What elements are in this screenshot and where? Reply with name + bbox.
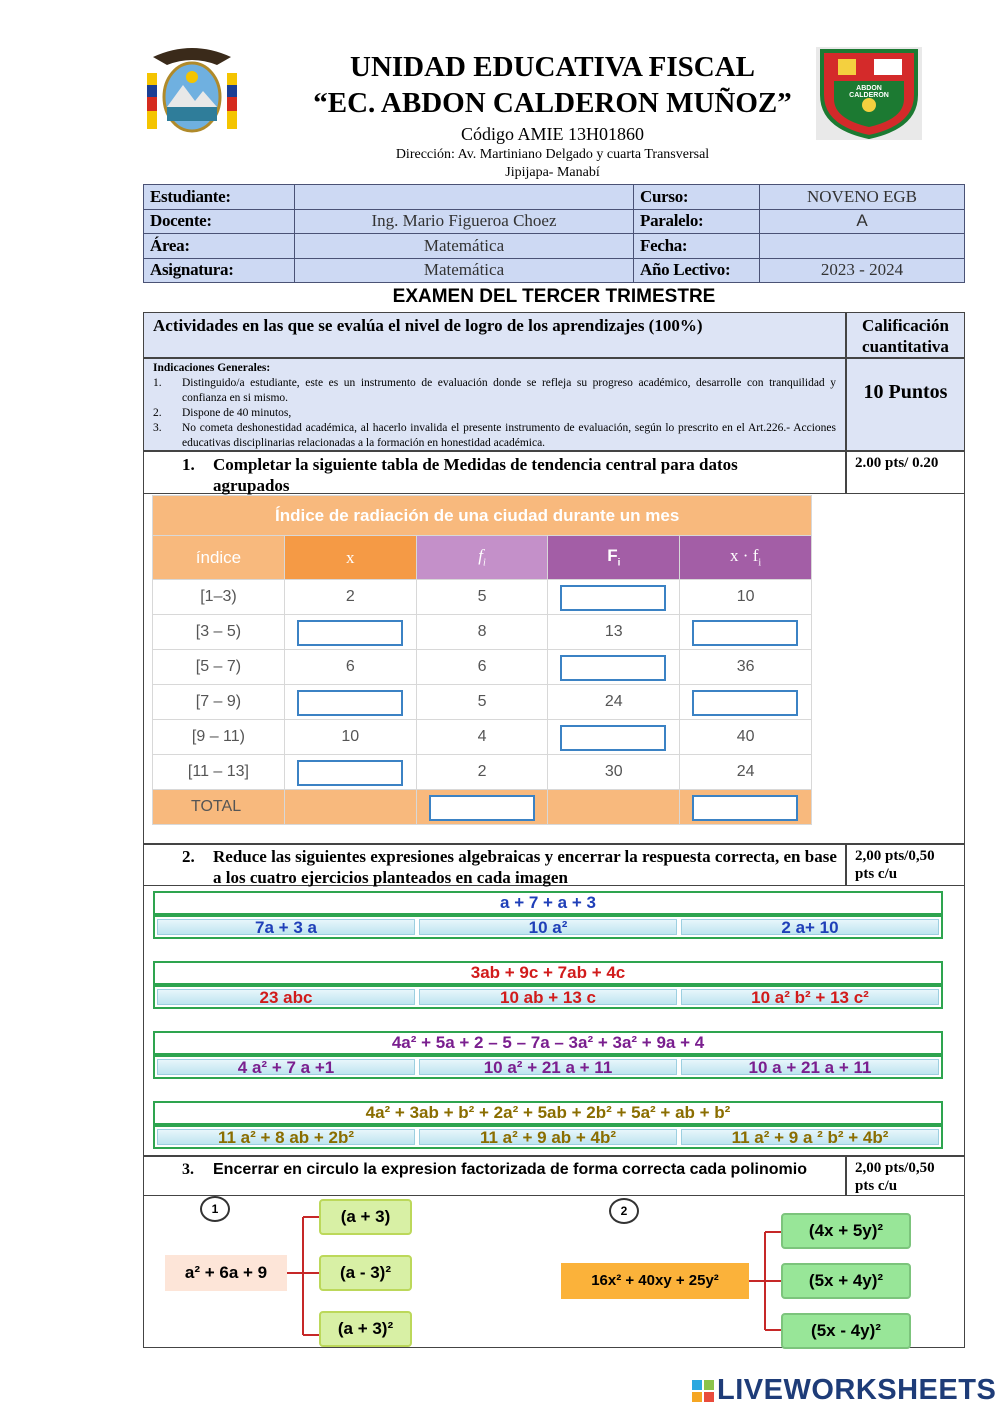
cell: 8 [416, 615, 548, 650]
student-info-table [143, 184, 965, 283]
cell-input [548, 650, 680, 685]
cell: 4 [416, 720, 548, 755]
cell-input [548, 580, 680, 615]
student-value[interactable] [295, 185, 634, 210]
area-value: Matemática [295, 234, 634, 259]
answer-input[interactable] [560, 725, 666, 751]
answer-option[interactable]: 11 a² + 9 a ² b² + 4b² [681, 1129, 939, 1145]
cell-input [680, 615, 812, 650]
answer-input[interactable] [297, 760, 403, 786]
student-label: Estudiante: [144, 185, 295, 210]
cell: [5 – 7) [153, 650, 285, 685]
cell: 24 [548, 685, 680, 720]
q2-points: 2,00 pts/0,50 pts c/u [846, 844, 965, 886]
cell: [7 – 9) [153, 685, 285, 720]
problem-number-1: 1 [200, 1196, 230, 1222]
cell-input [284, 755, 416, 790]
school-logo-text: ABDON CALDERON [849, 85, 889, 99]
total-points: 10 Puntos [846, 358, 965, 451]
cell-input [416, 790, 548, 825]
answer-input[interactable] [560, 655, 666, 681]
school-city: Jipijapa- Manabí [505, 165, 600, 180]
subject-value: Matemática [295, 258, 634, 283]
cell: 2 [416, 755, 548, 790]
activities-header: Actividades en las que se evalúa el nivel de logro de los aprendizajes (100%) [143, 312, 846, 358]
exercise-expression: a + 7 + a + 3 [153, 891, 943, 915]
header-xf: $x \cdot f_i$ [680, 536, 812, 580]
cell [284, 790, 416, 825]
header-f: $f_i$ [416, 536, 548, 580]
total-xf-input[interactable] [692, 795, 798, 821]
cell-input [548, 720, 680, 755]
answer-option[interactable]: 10 a² + 21 a + 11 [419, 1059, 677, 1075]
answer-option[interactable]: 10 ab + 13 c [419, 989, 677, 1005]
answer-input[interactable] [560, 585, 666, 611]
factor-option[interactable]: (5x - 4y)² [781, 1313, 911, 1349]
school-name-line2: “EC. ABDON CALDERON MUÑOZ” [313, 87, 792, 119]
q1-points: 2.00 pts/ 0.20 [846, 451, 965, 494]
parallel-value: A [760, 209, 965, 234]
exercise-options [153, 915, 943, 939]
total-label: TOTAL [153, 790, 285, 825]
cell: 5 [416, 685, 548, 720]
q3-text: Encerrar en circulo la expresion factorizada de forma correcta cada polinomio [213, 1161, 807, 1178]
answer-input[interactable] [692, 690, 798, 716]
area-label: Área: [144, 234, 295, 259]
cell: 10 [680, 580, 812, 615]
year-value: 2023 - 2024 [760, 258, 965, 283]
answer-option[interactable]: 4 a² + 7 a +1 [157, 1059, 415, 1075]
school-address: Dirección: Av. Martiniano Delgado y cuarta Transversal [395, 147, 710, 162]
cell [548, 790, 680, 825]
q2-number: 2. [182, 847, 195, 866]
teacher-value: Ing. Mario Figueroa Choez [295, 209, 634, 234]
answer-option[interactable]: 10 a² [419, 919, 677, 935]
answer-input[interactable] [297, 690, 403, 716]
instructions-list [153, 376, 836, 451]
cell-input [680, 685, 812, 720]
cell: 13 [548, 615, 680, 650]
cell-input [680, 790, 812, 825]
answer-option[interactable]: 10 a² b² + 13 c² [681, 989, 939, 1005]
header-index: índice [153, 536, 285, 580]
factor-option[interactable]: (a + 3)² [319, 1311, 412, 1347]
exercise-expression: 4a² + 3ab + b² + 2a² + 5ab + 2b² + 5a² + ab + b² [153, 1101, 943, 1125]
teacher-label: Docente: [144, 209, 295, 234]
exercise-options [153, 1055, 943, 1079]
subject-label: Asignatura: [144, 258, 295, 283]
year-label: Año Lectivo: [634, 258, 760, 283]
branch-lines-2 [749, 1230, 783, 1334]
cell: 2 [284, 580, 416, 615]
instruction-item: 2. Dispone de 40 minutos, [153, 407, 292, 419]
cell-input [284, 615, 416, 650]
instruction-item: 3. No cometa deshonestidad académica, al hacerlo invalida el presente instrumento de evaluación, según lo prescrito en el Art.226.- Acciones educativas disciplinarias relacionadas a la formación en honestidad académica. [153, 422, 836, 449]
answer-input[interactable] [297, 620, 403, 646]
problem-number-2: 2 [609, 1198, 639, 1224]
header-F: $F_i$ [548, 536, 680, 580]
cell: 30 [548, 755, 680, 790]
date-value[interactable] [760, 234, 965, 259]
cell: 6 [284, 650, 416, 685]
cell: 10 [284, 720, 416, 755]
liveworksheets-brand: LIVEWORKSHEETS [717, 1374, 997, 1406]
cell: 36 [680, 650, 812, 685]
exam-title: EXAMEN DEL TERCER TRIMESTRE [392, 286, 716, 307]
cell: 40 [680, 720, 812, 755]
q2-text: Reduce las siguientes expresiones algebraicas y encerrar la respuesta correcta, en base a los cuatro ejercicios planteados en cada imagen [213, 847, 837, 887]
exercise-options [153, 1125, 943, 1149]
cell: [11 – 13] [153, 755, 285, 790]
course-label: Curso: [634, 185, 760, 210]
exercise-expression: 4a² + 5a + 2 – 5 – 7a – 3a² + 3a² + 9a + 4 [153, 1031, 943, 1055]
instructions [143, 358, 846, 451]
cell: [1–3) [153, 580, 285, 615]
grade-header: Calificación cuantitativa [846, 312, 965, 358]
answer-option[interactable]: 11 a² + 9 ab + 4b² [419, 1129, 677, 1145]
cell: [9 – 11) [153, 720, 285, 755]
header-x: x [284, 536, 416, 580]
table-title: Índice de radiación de una ciudad durante un mes [153, 496, 812, 536]
answer-option[interactable]: 10 a + 21 a + 11 [681, 1059, 939, 1075]
school-logo [816, 47, 922, 140]
total-f-input[interactable] [429, 795, 535, 821]
answer-option[interactable]: 23 abc [157, 989, 415, 1005]
cell: 5 [416, 580, 548, 615]
q1-text: Completar la siguiente tabla de Medidas de tendencia central para datos agrupados [213, 455, 738, 495]
factor-option[interactable]: (4x + 5y)² [781, 1213, 911, 1249]
frequency-table [152, 495, 812, 825]
parallel-label: Paralelo: [634, 209, 760, 234]
exercise-expression: 3ab + 9c + 7ab + 4c [153, 961, 943, 985]
q3-number: 3. [182, 1161, 194, 1178]
q3-points: 2,00 pts/0,50 pts c/u [846, 1156, 965, 1196]
factor-option[interactable]: (5x + 4y)² [781, 1263, 911, 1299]
answer-option[interactable]: 2 a+ 10 [681, 919, 939, 935]
polynomial-2: 16x² + 40xy + 25y² [561, 1263, 749, 1299]
cell: 6 [416, 650, 548, 685]
instructions-title: Indicaciones Generales: [153, 362, 271, 374]
ecuador-coat-of-arms [143, 45, 241, 137]
q1-number: 1. [182, 455, 195, 474]
factor-option[interactable]: (a + 3) [319, 1199, 412, 1235]
polynomial-1: a² + 6a + 9 [165, 1255, 287, 1291]
cell: 24 [680, 755, 812, 790]
answer-input[interactable] [692, 620, 798, 646]
exercise-options [153, 985, 943, 1009]
course-value: NOVENO EGB [760, 185, 965, 210]
factor-option[interactable]: (a - 3)² [319, 1255, 412, 1291]
instruction-item: 1. Distinguido/a estudiante, este es un instrumento de evaluación donde se refleja su progreso académico, desarrolle con tranquilidad y confianza en si mismo. [153, 377, 836, 404]
answer-option[interactable]: 7a + 3 a [157, 919, 415, 935]
cell-input [284, 685, 416, 720]
answer-option[interactable]: 11 a² + 8 ab + 2b² [157, 1129, 415, 1145]
school-name-line1: UNIDAD EDUCATIVA FISCAL [350, 51, 755, 83]
amie-code: Código AMIE 13H01860 [460, 124, 644, 144]
branch-lines-1 [287, 1215, 321, 1339]
date-label: Fecha: [634, 234, 760, 259]
cell: [3 – 5) [153, 615, 285, 650]
liveworksheets-icon [692, 1380, 714, 1402]
